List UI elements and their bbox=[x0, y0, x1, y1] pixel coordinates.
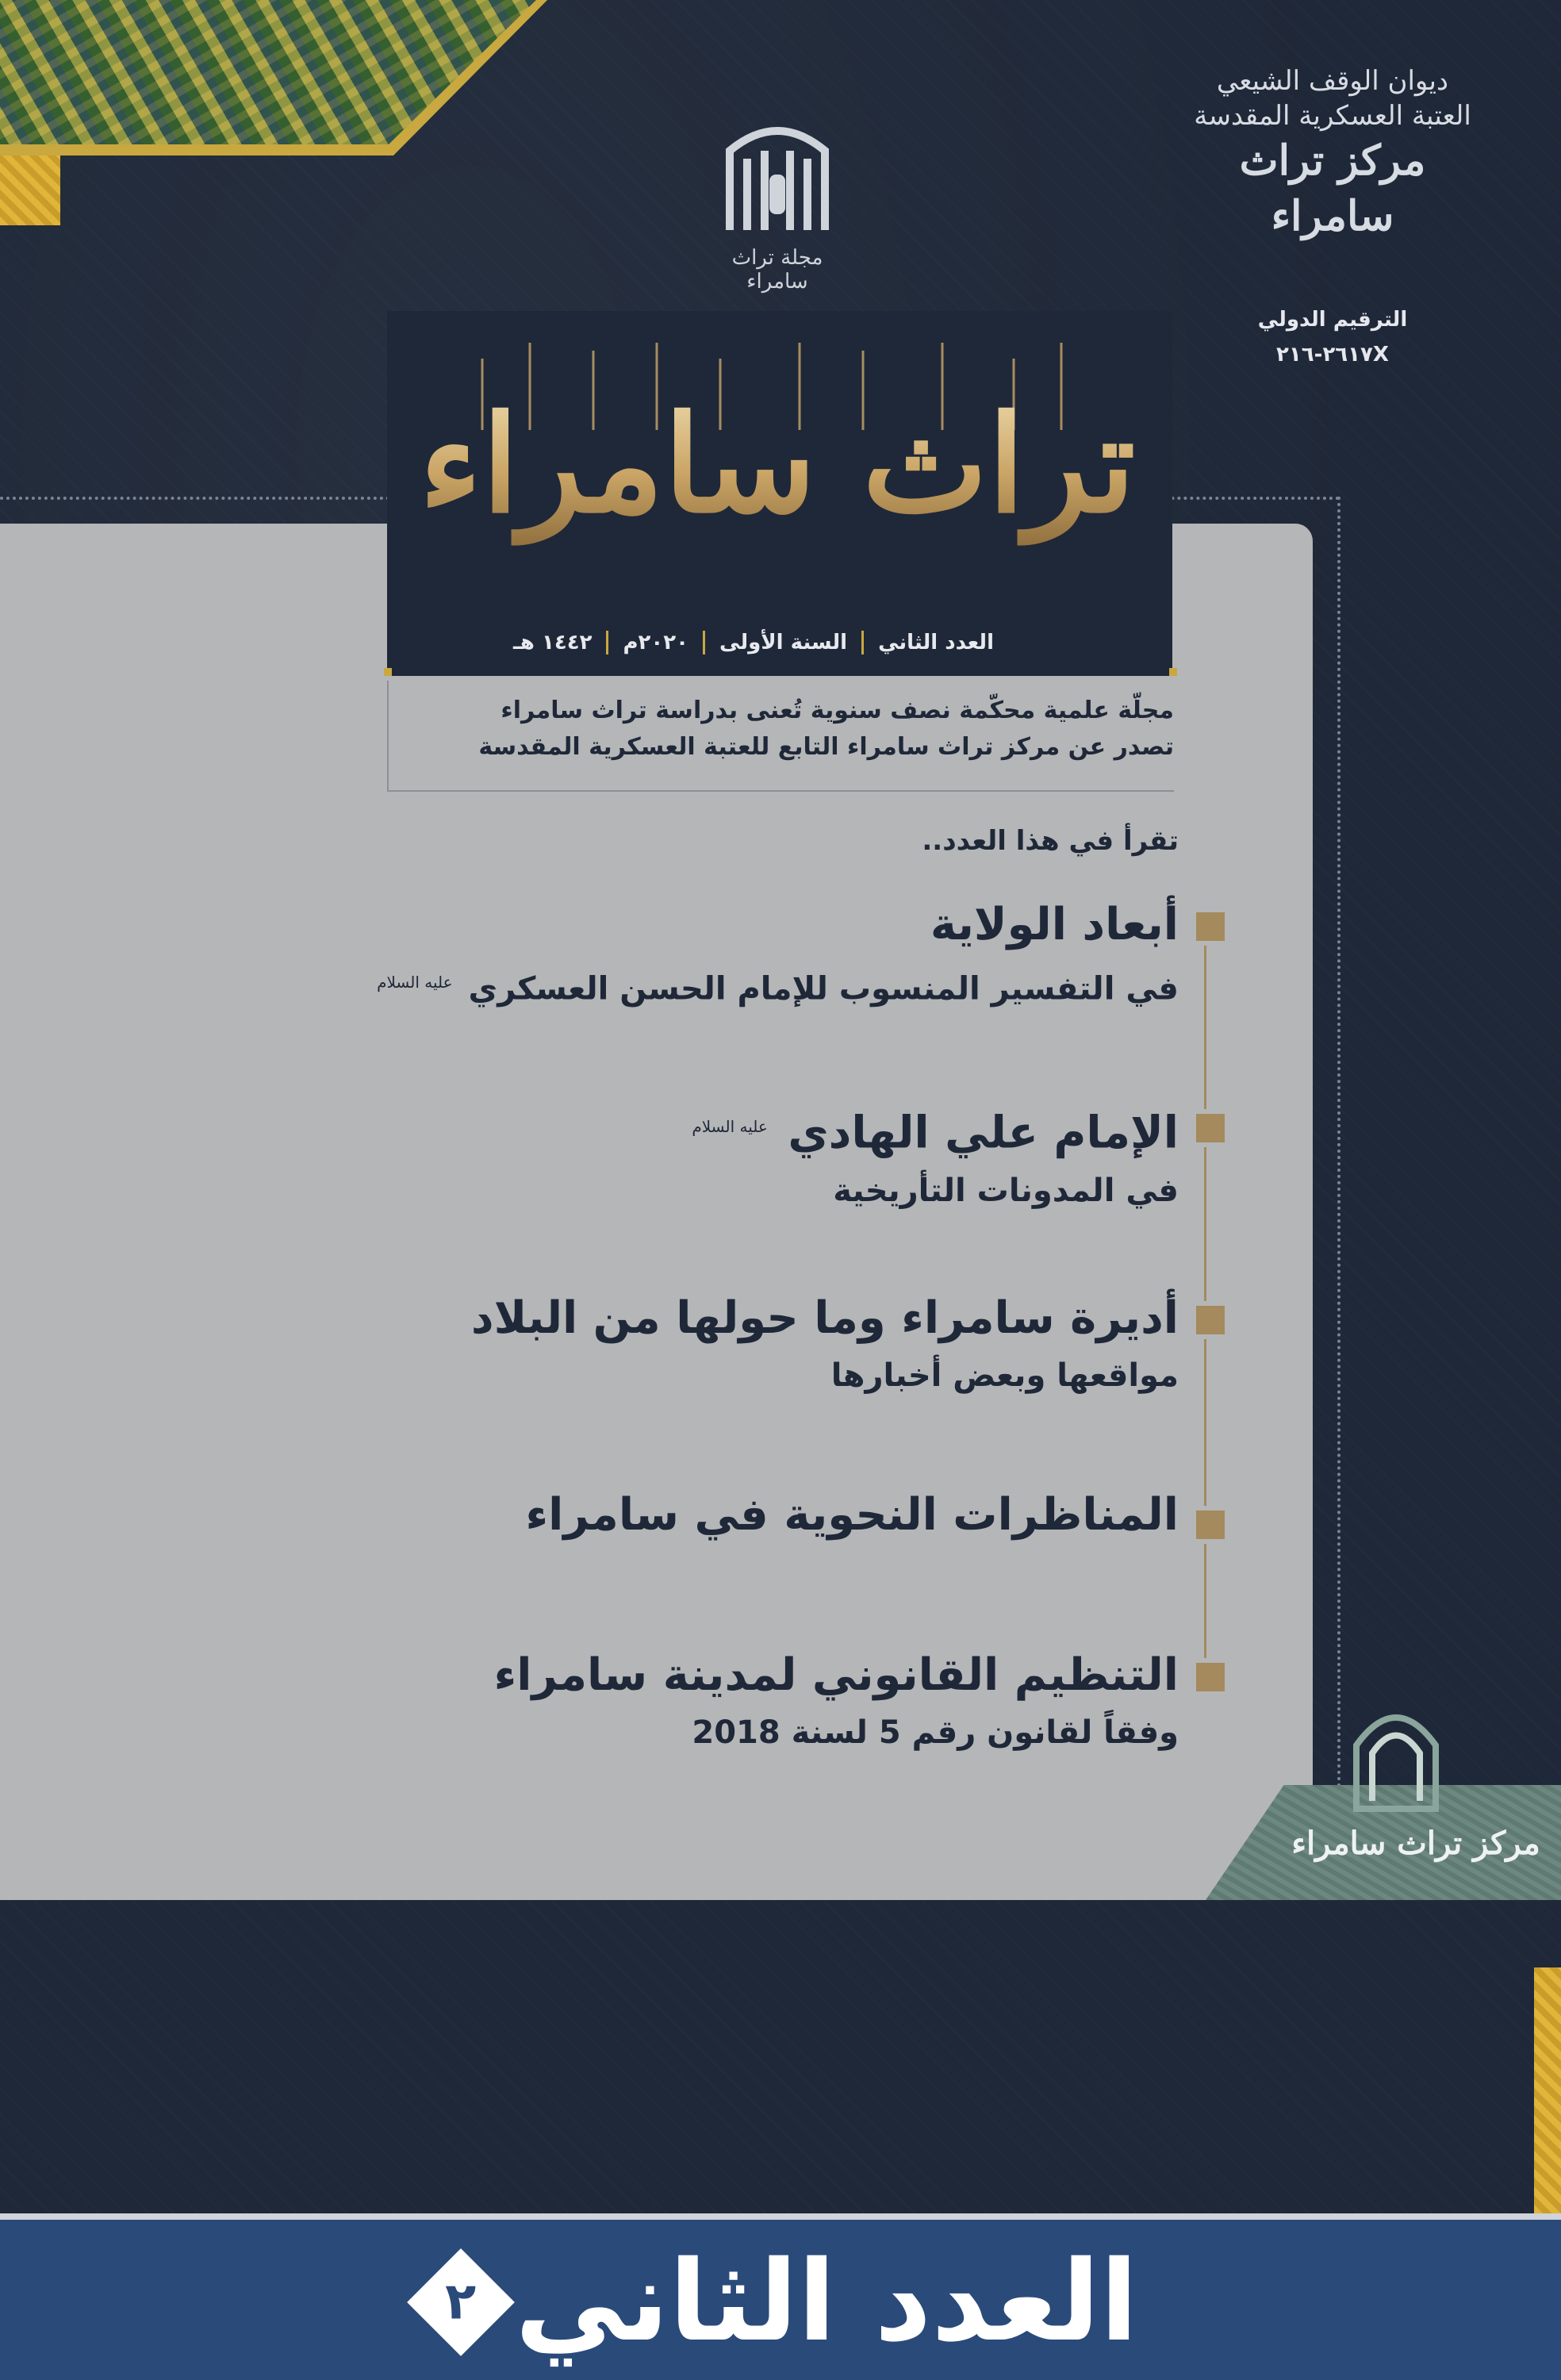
toc-item-subtitle: في المدونات التأريخية bbox=[833, 1172, 1179, 1209]
issn-value: ٢٦١٧-٢١٦X bbox=[1276, 343, 1389, 367]
gold-pattern-strip bbox=[1534, 1967, 1561, 2213]
toc-item-subtitle bbox=[306, 960, 1179, 1011]
honorific: عليه السلام bbox=[692, 1117, 768, 1136]
publisher-line-1: ديوان الوقف الشيعي bbox=[1216, 65, 1449, 97]
issue-year: السنة الأولى bbox=[719, 631, 848, 654]
toc-item bbox=[306, 1647, 1179, 1755]
toc-item-title bbox=[306, 1098, 1179, 1162]
toc-item-subtitle: مواقعها وبعض أخبارها bbox=[830, 1357, 1179, 1394]
title-corner-marker bbox=[1169, 668, 1177, 676]
description-line-2: تصدر عن مركز تراث سامراء التابع للعتبة العسكرية المقدسة bbox=[478, 733, 1174, 761]
toc-bullet bbox=[1191, 908, 1229, 946]
toc-bullet bbox=[1191, 1658, 1229, 1696]
toc-bullet bbox=[1191, 1506, 1229, 1544]
journal-emblem bbox=[698, 119, 857, 294]
issue-number: العدد الثاني bbox=[878, 631, 994, 654]
issue-number-badge-value: ٢ bbox=[445, 2273, 477, 2332]
publisher-line-2: العتبة العسكرية المقدسة bbox=[1194, 100, 1471, 132]
toc-item-title: المناظرات النحوية في سامراء bbox=[525, 1489, 1179, 1541]
publisher-line-3: مركز تراث سامراء bbox=[1239, 136, 1426, 240]
issn-label: الترقيم الدولي bbox=[1257, 308, 1408, 332]
gold-pattern-corner bbox=[0, 155, 60, 225]
description-box bbox=[387, 681, 1174, 792]
toc-bullet bbox=[1191, 1109, 1229, 1147]
toc-item-title: التنظيم القانوني لمدينة سامراء bbox=[493, 1649, 1179, 1701]
toc-item-subtitle: وفقاً لقانون رقم 5 لسنة 2018 bbox=[692, 1714, 1179, 1751]
issue-separator bbox=[861, 631, 864, 654]
issue-hijri: ١٤٤٢ هـ bbox=[513, 631, 593, 654]
issue-info bbox=[476, 627, 1031, 658]
toc-item-title-text: الإمام علي الهادي bbox=[788, 1107, 1179, 1159]
issue-number-badge bbox=[407, 2248, 515, 2356]
center-logo bbox=[1206, 1698, 1561, 1900]
bottom-band-border bbox=[0, 2213, 1561, 2220]
issue-separator bbox=[703, 631, 705, 654]
toc-item bbox=[306, 1098, 1179, 1213]
toc-item bbox=[306, 896, 1179, 1011]
publisher-logo bbox=[1190, 63, 1475, 246]
honorific: عليه السلام bbox=[377, 973, 453, 992]
dotted-divider-vertical bbox=[1337, 497, 1340, 1814]
issue-banner-title: العدد الثاني bbox=[515, 2237, 1138, 2367]
toc-heading: تقرأ في هذا العدد.. bbox=[922, 825, 1179, 857]
toc-bullet bbox=[1191, 1301, 1229, 1339]
issue-gregorian: ٢٠٢٠م bbox=[623, 631, 689, 654]
title-corner-marker bbox=[384, 668, 392, 676]
toc-item-subtitle-text: في التفسير المنسوب للإمام الحسن العسكري bbox=[468, 970, 1179, 1008]
toc-item-title: أبعاد الولاية bbox=[930, 899, 1179, 950]
toc-item-title: أديرة سامراء وما حولها من البلاد bbox=[470, 1292, 1179, 1344]
toc-rail bbox=[1204, 920, 1206, 1674]
issue-banner bbox=[0, 2231, 1561, 2374]
dome-arch-icon bbox=[1348, 1698, 1444, 1817]
issn-block bbox=[1222, 305, 1444, 370]
journal-title: تراث سامراء bbox=[412, 373, 1142, 555]
center-logo-caption: مركز تراث سامراء bbox=[1291, 1825, 1540, 1862]
toc-item bbox=[306, 1290, 1179, 1398]
journal-emblem-caption: مجلة تراث سامراء bbox=[731, 246, 823, 294]
description-line-1: مجلّة علمية محكّمة نصف سنوية تُعنى بدراسة تراث سامراء bbox=[501, 697, 1174, 724]
issue-separator bbox=[606, 631, 608, 654]
toc-item bbox=[306, 1487, 1179, 1544]
